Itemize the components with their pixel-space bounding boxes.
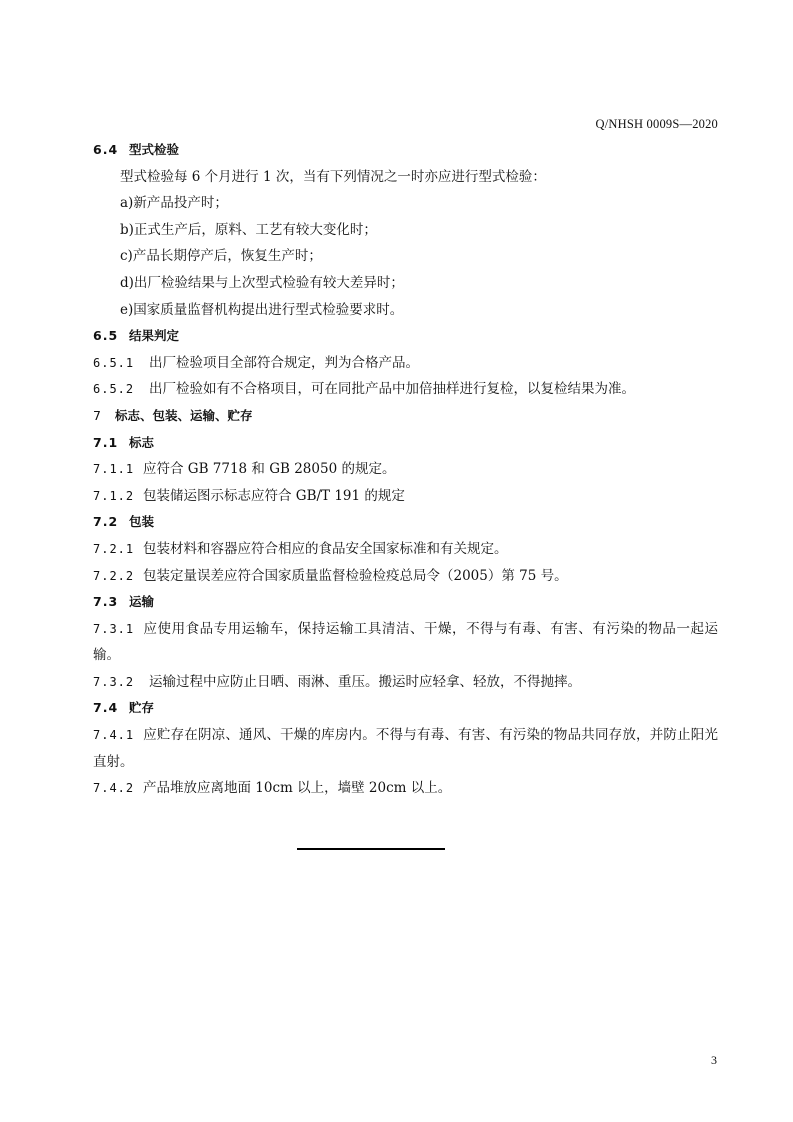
clause-number: 7.3.2 [93, 674, 135, 689]
section-number: 6.4 [93, 142, 119, 157]
list-item: b)正式生产后，原料、工艺有较大变化时； [120, 221, 377, 238]
clause-number: 7.1.1 [93, 462, 135, 477]
clause-text: 出厂检验如有不合格项目，可在同批产品中加倍抽样进行复检，以复检结果为准。 [149, 381, 635, 398]
clause-number: 7.1.2 [93, 488, 135, 503]
clause-number: 7.4.2 [93, 781, 135, 796]
clause-text: 包装材料和容器应符合相应的食品安全国家标准和有关规定。 [143, 540, 508, 557]
clause-7-4-2 [93, 775, 718, 802]
clause-text: 出厂检验项目全部符合规定，判为合格产品。 [149, 354, 419, 371]
clause-text: 应符合 GB 7718 和 GB 28050 的规定。 [143, 461, 396, 478]
clause-7-1-2 [93, 483, 718, 510]
section-title: 型式检验 [129, 142, 180, 157]
clause-number: 7.4.1 [93, 728, 135, 743]
list-item: c)产品长期停产后，恢复生产时； [120, 248, 322, 265]
section-7-2-heading [93, 509, 718, 536]
clause-text: 应使用食品专用运输车，保持运输工具清洁、干燥，不得与有毒、有害、有污染的物品一起运输。 [93, 620, 718, 664]
clause-6-5-2 [93, 376, 718, 403]
clause-text: 包装储运图示标志应符合 GB/T 191 的规定 [143, 487, 405, 504]
clause-number: 7.3.1 [93, 621, 135, 636]
clause-text: 应贮存在阴凉、通风、干燥的库房内。不得与有毒、有害、有污染的物品共同存放，并防止阳光直射。 [93, 727, 718, 770]
section-number: 7.3 [93, 594, 119, 610]
clause-7-1-1 [93, 456, 718, 483]
clause-7-2-1 [93, 536, 718, 563]
section-number: 7.4 [93, 700, 119, 716]
section-number: 6.5 [93, 328, 119, 344]
list-item: d)出厂检验结果与上次型式检验有较大差异时； [120, 274, 404, 291]
page-number: 3 [711, 1053, 717, 1067]
clause-7-4-1 [93, 722, 718, 775]
clause-text: 产品堆放应离地面 10cm 以上，墙壁 20cm 以上。 [143, 780, 452, 797]
list-item: a)新产品投产时； [120, 195, 228, 212]
end-of-document-rule [297, 848, 445, 850]
clause-number: 7.2.2 [93, 568, 135, 583]
section-number: 7 [93, 407, 102, 423]
clause-number: 6.5.2 [93, 382, 135, 397]
standard-code: Q/NHSH 0009S—2020 [595, 117, 718, 131]
section-7-3-heading [93, 589, 718, 616]
document-body [93, 137, 718, 802]
section-title: 标志 [129, 434, 155, 450]
section-number: 7.2 [93, 514, 119, 530]
section-title: 运输 [129, 594, 155, 610]
section-6-4-intro: 型式检验每 6 个月进行 1 次，当有下列情况之一时亦应进行型式检验： [120, 168, 546, 185]
clause-text: 运输过程中应防止日晒、雨淋、重压。搬运时应轻拿、轻放，不得抛摔。 [149, 673, 581, 690]
clause-number: 6.5.1 [93, 355, 135, 370]
section-7-heading [93, 403, 718, 430]
section-7-4-heading [93, 695, 718, 722]
section-title: 结果判定 [129, 328, 180, 344]
clause-7-2-2 [93, 563, 718, 590]
section-title: 贮存 [129, 700, 155, 716]
clause-7-3-1 [93, 616, 718, 669]
clause-7-3-2 [93, 669, 718, 696]
clause-number: 7.2.1 [93, 541, 135, 556]
clause-6-5-1 [93, 350, 718, 377]
list-item: e)国家质量监督机构提出进行型式检验要求时。 [120, 301, 404, 318]
section-7-1-heading [93, 430, 718, 457]
clause-text: 包装定量误差应符合国家质量监督检验检疫总局令（2005）第 75 号。 [143, 567, 568, 584]
section-title: 包装 [129, 514, 155, 530]
section-6-5-heading [93, 323, 718, 350]
section-6-4-heading [93, 137, 718, 164]
section-number: 7.1 [93, 434, 119, 450]
section-title: 标志、包装、运输、贮存 [115, 407, 253, 423]
